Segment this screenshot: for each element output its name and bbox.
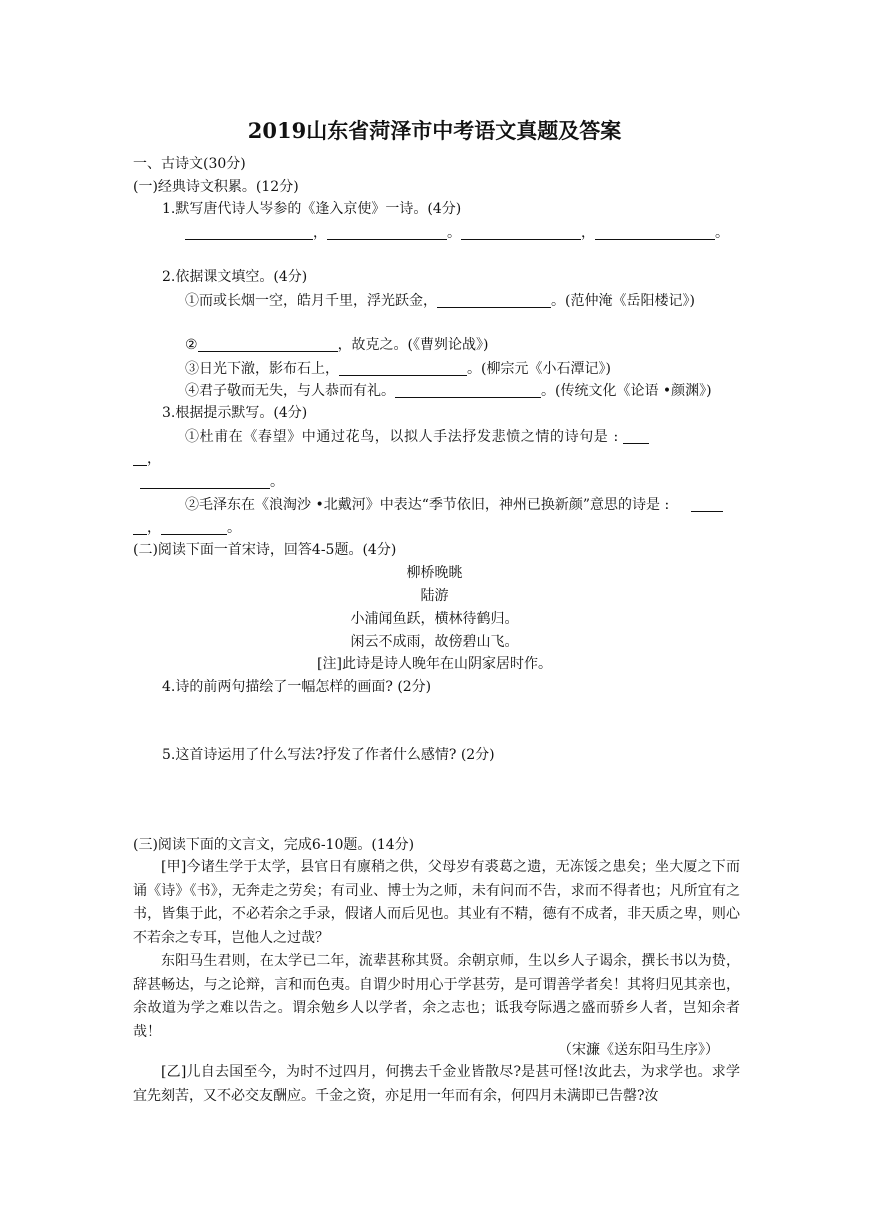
question-2-item-1: ①而或长烟一空，皓月千里，浮光跃金， 。(范仲淹《岳阳楼记》) [185, 293, 695, 309]
question-4-prompt: 4.诗的前两句描绘了一幅怎样的画面? (2分) [162, 679, 432, 695]
passage-jia-source: （宋濂《送东阳马生序》） [558, 1042, 719, 1058]
answer-blank[interactable] [140, 474, 270, 489]
poem-note: [注]此诗是诗人晚年在山阴家居时作。 [317, 656, 552, 672]
passage-yi [133, 1061, 740, 1108]
page-title: 2019山东省菏泽市中考语文真题及答案 [247, 118, 622, 143]
answer-blank[interactable] [133, 520, 147, 535]
question-3-item-2-cont: ， 。 [133, 519, 241, 537]
question-1-answer-line: ， 。 ， 。 [185, 224, 729, 242]
question-3-item-2: ②毛泽东在《浪淘沙 •北戴河》中表达“季节依旧，神州已换新颜”意思的诗是 : [185, 496, 723, 514]
question-5-prompt: 5.这首诗运用了什么写法?抒发了作者什么感情? (2分) [162, 747, 495, 763]
poem-author: 陆游 [420, 588, 449, 604]
answer-blank[interactable] [691, 497, 723, 512]
question-3-item-1: ①杜甫在《春望》中通过花鸟，以拟人手法抒发悲愤之情的诗句是 : [185, 428, 649, 446]
poem-title: 柳桥晚眺 [406, 565, 463, 581]
answer-blank[interactable] [623, 429, 649, 444]
question-2-item-2: ② ，故克之。(《曹刿论战》) [185, 337, 489, 353]
question-1-prompt: 1.默写唐代诗人岑参的《逢入京使》一诗。(4分) [162, 201, 462, 217]
answer-blank[interactable] [339, 361, 467, 376]
question-2-prompt: 2.依据课文填空。(4分) [162, 269, 308, 285]
answer-blank[interactable] [461, 225, 581, 240]
part-heading-classical-prose: (三)阅读下面的文言文，完成6-10题。(14分) [133, 837, 415, 853]
answer-blank[interactable] [395, 383, 541, 398]
passage-jia-paragraph-2: 东阳马生君则，在太学已二年，流辈甚称其贤。余朝京师，生以乡人子谒余，撰长书以为贽，辞甚畅达，与之论辩，言和而色夷。自谓少时用心于学甚劳，是可谓善学者矣！其将归见其亲也，余故道为学之难以告之。谓余勉乡人以学者，余之志也；诋我夸际遇之盛而骄乡人者，岂知余者哉！ [133, 953, 740, 1040]
passage-jia [133, 856, 740, 1044]
answer-blank[interactable] [198, 337, 338, 352]
part-heading-accumulation: (一)经典诗文积累。(12分) [133, 179, 299, 195]
answer-blank[interactable] [161, 520, 227, 535]
part-heading-poem: (二)阅读下面一首宋诗，回答4-5题。(4分) [133, 542, 397, 558]
answer-blank[interactable] [595, 225, 715, 240]
section-heading-classical: 一、古诗文(30分) [133, 156, 246, 172]
question-3-item-1-end: 。 [140, 473, 284, 491]
question-2-item-3: ③日光下澈，影布石上， 。(柳宗元《小石潭记》) [185, 361, 611, 377]
answer-blank[interactable] [185, 225, 313, 240]
question-3-prompt: 3.根据提示默写。(4分) [162, 405, 308, 421]
passage-jia-paragraph-1: [甲]今诸生学于太学，县官日有廪稍之供，父母岁有裘葛之遗，无冻馁之患矣；坐大厦之下而诵《诗》《书》，无奔走之劳矣；有司业、博士为之师，未有问而不告，求而不得者也；凡所宜有之书，皆集于此，不必若余之手录，假诸人而后见也。其业有不精，德有不成者，非天质之卑，则心不若余之专耳，岂他人之过哉？ [133, 859, 740, 946]
answer-blank[interactable] [327, 225, 447, 240]
question-2-item-4: ④君子敬而无失，与人恭而有礼。 。(传统文化《论语 •颜渊》) [185, 383, 712, 399]
question-3-item-1-cont: ， [133, 450, 161, 468]
answer-blank[interactable] [437, 293, 551, 308]
poem-line-1: 小浦闻鱼跃，横林待鹤归。 [350, 611, 519, 627]
passage-yi-paragraph-1: [乙]儿自去国至今，为时不过四月，何携去千金业皆散尽?是甚可怪!汝此去，为求学也。求学宜先刻苦，又不必交友酬应。千金之资，亦足用一年而有余，何四月未满即已告罄?汝 [133, 1064, 740, 1104]
poem-line-2: 闲云不成雨，故傍碧山飞。 [350, 634, 519, 650]
answer-blank[interactable] [133, 451, 147, 466]
